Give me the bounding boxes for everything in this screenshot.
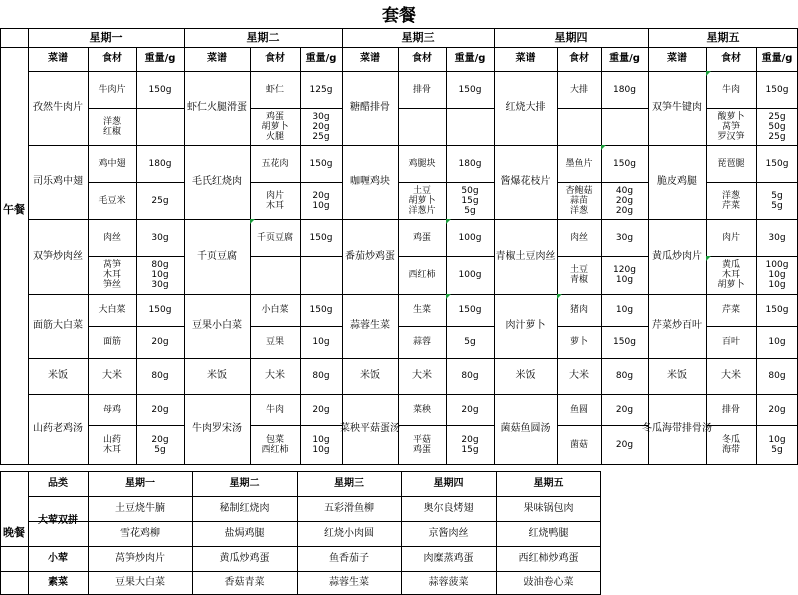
ingredient-column-header: 食材 [265, 53, 285, 64]
dish-column-header: 菜谱 [667, 53, 687, 64]
dish-column-header: 菜谱 [207, 53, 227, 64]
category-small-meat: 小荤 [48, 552, 68, 564]
soup-ingredient-weight: 20g [151, 404, 169, 415]
ingredient-name: 百叶 [721, 337, 741, 347]
ingredient-name: 蒜蓉 [412, 337, 432, 347]
day-column-border [494, 28, 495, 464]
ingredient-name: 鸡腿块 [408, 158, 436, 169]
ingredient-weight: 120g [613, 265, 636, 275]
ingredient-name: 杏鲍菇 [565, 185, 593, 196]
ingredient-weight: 125g [309, 84, 333, 95]
ingredient-weight: 150g [765, 158, 789, 169]
ingredient-name: 洋葱 [102, 116, 122, 127]
soup-name: 冬瓜海带排骨汤 [642, 423, 712, 434]
dish-name: 双笋炒肉丝 [33, 250, 83, 262]
weight-column-header: 重量/g [454, 53, 486, 64]
dish-name: 糖醋排骨 [350, 102, 390, 113]
rice-name: 米饭 [667, 370, 687, 381]
soup-ingredient-name: 平菇 [412, 434, 432, 445]
ingredient-column-header: 食材 [102, 53, 122, 64]
ingredient-weight: 150g [148, 305, 172, 315]
rice-weight: 80g [151, 371, 169, 381]
ingredient-name: 木耳 [721, 270, 741, 280]
rice-name: 米饭 [207, 370, 227, 381]
ingredient-name: 芹菜 [721, 305, 741, 315]
soup-ingredient-name: 鸡蛋 [412, 444, 432, 455]
day-header-border [0, 47, 798, 48]
soup-ingredient-weight: 15g [461, 444, 479, 455]
ingredient-name: 虾仁 [265, 84, 285, 95]
ingredient-name: 生菜 [412, 305, 432, 315]
row-border [28, 294, 798, 295]
soup-ingredient-weight: 10g [312, 444, 330, 455]
weight-column-header: 重量/g [305, 53, 337, 64]
ingredient-split [250, 256, 342, 257]
ingredient-split [706, 425, 798, 426]
ingredient-split [706, 182, 798, 183]
ingredient-split [706, 326, 798, 327]
ingredient-name: 火腿 [265, 131, 285, 142]
ingredient-name: 大白菜 [98, 305, 126, 315]
dinner-column-border [496, 471, 497, 595]
soup-ingredient-name: 山药 [102, 434, 122, 445]
ingredient-name: 面筋 [102, 337, 122, 347]
ingredient-column-header: 食材 [721, 53, 741, 64]
ingredient-name: 墨鱼片 [565, 158, 593, 169]
ingredient-split [557, 326, 648, 327]
soup-name: 菜秧平菇蛋汤 [340, 423, 400, 434]
dinner-row-border [0, 546, 601, 547]
soup-ingredient-weight: 10g [312, 434, 330, 445]
soup-ingredient-name: 菌菇 [569, 439, 589, 450]
soup-ingredient-weight: 20g [768, 404, 786, 415]
ingredient-split [398, 182, 494, 183]
ingredient-weight: 150g [309, 232, 333, 243]
ingredient-weight: 20g [615, 205, 634, 216]
ingredient-weight: 25g [768, 111, 786, 122]
ingredient-weight: 180g [148, 158, 172, 169]
day-header: 星期三 [401, 30, 435, 44]
ingredient-weight: 180g [458, 158, 482, 169]
soup-ingredient-name: 木耳 [102, 444, 122, 455]
category-big-meat: 大荤双拼 [38, 515, 78, 526]
rice-ingredient: 大米 [265, 370, 285, 381]
dinner-item: 鱼香茄子 [329, 552, 369, 564]
ingredient-weight: 25g [312, 131, 330, 142]
cell-comment-marker [706, 256, 711, 261]
dinner-item: 莴笋炒肉片 [115, 552, 165, 564]
soup-ingredient-weight: 20g [615, 439, 634, 450]
weight-column-header: 重量/g [144, 53, 176, 64]
dish-name: 豆果小白菜 [192, 320, 242, 331]
rice-ingredient: 大米 [569, 370, 589, 381]
ingredient-name: 鸡蛋 [265, 111, 285, 122]
ingredient-weight: 150g [765, 84, 789, 95]
ingredient-name: 木耳 [102, 270, 122, 280]
ingredient-split [250, 326, 342, 327]
ingredient-split [398, 108, 494, 109]
soup-ingredient-weight: 10g [768, 434, 786, 445]
dish-name: 虾仁火腿滑蛋 [187, 102, 247, 113]
ingredient-weight: 150g [458, 305, 482, 315]
rice-weight: 80g [312, 371, 330, 381]
ingredient-weight: 10g [768, 337, 786, 347]
ingredient-split [706, 256, 798, 257]
dinner-column-border [28, 471, 29, 595]
ingredient-name: 洋葱 [721, 190, 741, 201]
dinner-item: 西红柿炒鸡蛋 [518, 552, 579, 564]
ingredient-weight: 20g [151, 337, 169, 347]
rice-name: 米饭 [515, 370, 536, 381]
dinner-day-header: 星期三 [334, 477, 364, 489]
ingredient-split [88, 326, 184, 327]
ingredient-name: 鸡蛋 [412, 232, 432, 243]
ingredient-split [557, 425, 648, 426]
dish-name: 黄瓜炒肉片 [652, 250, 702, 262]
dinner-item: 豉油卷心菜 [523, 577, 574, 588]
soup-ingredient-name: 母鸡 [102, 404, 122, 415]
rice-weight: 80g [461, 371, 479, 381]
day-column-border [184, 28, 185, 464]
ingredient-name: 萝卜 [569, 337, 589, 347]
ingredient-weight: 180g [613, 84, 636, 95]
dish-name: 蒜蓉生菜 [350, 320, 390, 331]
ingredient-name: 西红柿 [408, 270, 436, 280]
cell-comment-marker [557, 294, 562, 299]
soup-ingredient-weight: 20g [312, 404, 330, 415]
ingredient-name: 小白菜 [261, 305, 289, 315]
dinner-item: 果味锅包肉 [523, 502, 574, 514]
dinner-column-border [600, 471, 601, 595]
table-top-border [0, 28, 798, 29]
soup-name: 牛肉罗宋汤 [192, 423, 242, 434]
lunch-bottom-border [0, 464, 798, 465]
dish-name: 红烧大排 [505, 102, 546, 113]
soup-ingredient-name: 排骨 [721, 404, 741, 415]
ingredient-name: 蒜苗 [569, 195, 589, 206]
dinner-item: 蒜蓉生菜 [329, 577, 369, 588]
ingredient-weight: 100g [765, 260, 789, 270]
dish-name: 芹菜炒百叶 [652, 320, 702, 331]
dinner-left-border [0, 471, 1, 595]
soup-ingredient-weight: 20g [461, 404, 479, 415]
ingredient-weight: 10g [312, 337, 330, 347]
ingredient-name: 洋葱片 [408, 205, 436, 216]
dish-name: 千页豆腐 [197, 250, 237, 262]
ingredient-weight: 100g [458, 270, 482, 280]
dish-name: 咖喱鸡块 [350, 176, 390, 187]
ingredient-split [250, 182, 342, 183]
soup-ingredient-name: 西红柿 [261, 444, 289, 455]
soup-ingredient-weight: 5g [154, 444, 166, 455]
category-veg: 素菜 [48, 577, 68, 588]
ingredient-name: 木耳 [265, 200, 285, 211]
ingredient-weight: 10g [615, 275, 634, 285]
ingredient-weight: 20g [312, 121, 330, 132]
ingredient-name: 莴笋 [102, 260, 122, 270]
dish-name: 酱爆花枝片 [500, 176, 551, 187]
ingredient-weight: 5g [464, 205, 476, 216]
label-column-border [28, 28, 29, 464]
ingredient-split [88, 256, 184, 257]
soup-name: 菌菇鱼圆汤 [500, 423, 551, 434]
ingredient-split [706, 108, 798, 109]
ingredient-name: 莴笋 [721, 121, 741, 132]
ingredient-name: 牛肉 [721, 84, 741, 95]
ingredient-split [557, 108, 648, 109]
ingredient-weight: 150g [765, 305, 789, 315]
cell-comment-marker [446, 294, 451, 299]
ingredient-name: 胡萝卜 [261, 121, 289, 132]
ingredient-weight: 20g [615, 195, 634, 206]
weight-column-header: 重量/g [761, 53, 793, 64]
ingredient-split [250, 108, 342, 109]
ingredient-name: 土豆 [569, 265, 589, 275]
soup-ingredient-weight: 20g [461, 434, 479, 445]
ingredient-name: 豆果 [265, 337, 285, 347]
dish-column-header: 菜谱 [360, 53, 380, 64]
day-header: 星期一 [89, 30, 123, 44]
ingredient-split [557, 182, 648, 183]
soup-ingredient-name: 菜秧 [412, 404, 432, 415]
dinner-row-border [28, 521, 601, 522]
dish-name: 番茄炒鸡蛋 [345, 250, 395, 262]
ingredient-split [88, 425, 184, 426]
dish-name: 面筋大白菜 [33, 320, 83, 331]
ingredient-name: 牛肉片 [98, 84, 126, 95]
lunch-label: 午餐 [3, 203, 25, 216]
day-column-border [342, 28, 343, 464]
dish-name: 毛氏红烧肉 [192, 176, 242, 187]
soup-ingredient-name: 海带 [721, 444, 741, 455]
left-border [0, 28, 1, 464]
ingredient-weight: 10g [151, 270, 169, 280]
cell-comment-marker [706, 71, 711, 76]
dinner-day-header: 星期五 [533, 477, 564, 489]
soup-ingredient-weight: 20g [151, 434, 169, 445]
category-header: 品类 [48, 477, 68, 489]
ingredient-weight: 10g [768, 280, 786, 290]
ingredient-name: 琵琶腿 [717, 158, 745, 169]
ingredient-weight: 150g [458, 84, 482, 95]
ingredient-weight: 20g [312, 190, 330, 201]
ingredient-weight: 30g [312, 111, 330, 122]
soup-ingredient-name: 牛肉 [265, 404, 285, 415]
row-border [28, 358, 798, 359]
ingredient-split [250, 425, 342, 426]
ingredient-weight: 150g [309, 305, 333, 315]
rice-name: 米饭 [48, 370, 68, 381]
ingredient-weight: 5g [771, 190, 783, 201]
page-title: 套餐 [382, 6, 416, 26]
ingredient-column-header: 食材 [569, 53, 589, 64]
ingredient-name: 肉丝 [569, 232, 589, 243]
ingredient-name: 土豆 [412, 185, 432, 196]
ingredient-split [398, 326, 494, 327]
column-header-border [28, 71, 798, 72]
day-header: 星期二 [246, 30, 280, 44]
ingredient-weight: 80g [151, 260, 169, 270]
ingredient-name: 五花肉 [261, 158, 289, 169]
dish-column-header: 菜谱 [515, 53, 536, 64]
ingredient-name: 黄瓜 [721, 260, 741, 270]
ingredient-weight: 5g [464, 337, 476, 347]
dinner-item: 盐焗鸡腿 [224, 527, 265, 539]
ingredient-split [398, 256, 494, 257]
ingredient-name: 酸萝卜 [717, 111, 745, 122]
dish-name: 司乐鸡中翅 [33, 176, 83, 187]
dinner-item: 黄瓜炒鸡蛋 [219, 552, 270, 564]
dinner-item: 香菇青菜 [224, 577, 265, 588]
cell-comment-marker [446, 219, 451, 224]
weight-column-header: 重量/g [609, 53, 640, 64]
rice-weight: 80g [615, 371, 634, 381]
ingredient-name: 猪肉 [569, 305, 589, 315]
cell-comment-marker [250, 219, 255, 224]
ingredient-name: 肉片 [265, 190, 285, 201]
ingredient-weight: 15g [461, 195, 479, 206]
dish-name: 双笋牛键肉 [652, 102, 702, 113]
ingredient-name: 大排 [569, 84, 589, 95]
ingredient-weight: 30g [151, 280, 169, 290]
dinner-row-border [0, 571, 601, 572]
ingredient-weight: 40g [615, 185, 634, 196]
dinner-column-border [192, 471, 193, 595]
rice-ingredient: 大米 [412, 370, 432, 381]
ingredient-weight: 150g [309, 158, 333, 169]
ingredient-name: 胡萝卜 [717, 280, 745, 290]
ingredient-name: 罗汉笋 [717, 131, 745, 142]
ingredient-weight: 150g [613, 158, 636, 169]
ingredient-weight: 30g [151, 232, 169, 243]
day-header: 星期五 [706, 30, 740, 44]
dish-name: 孜然牛肉片 [33, 102, 83, 113]
ingredient-split [88, 182, 184, 183]
dinner-item: 奥尔良烤翅 [423, 502, 474, 514]
dinner-top-border [0, 471, 601, 472]
dinner-item: 红烧鸭腿 [528, 527, 569, 539]
soup-ingredient-name: 冬瓜 [721, 434, 741, 445]
rice-ingredient: 大米 [102, 370, 122, 381]
ingredient-split [88, 108, 184, 109]
dinner-item: 肉糜蒸鸡蛋 [423, 552, 474, 564]
ingredient-weight: 100g [458, 232, 482, 243]
ingredient-name: 肉丝 [102, 232, 122, 243]
dish-column-header: 菜谱 [48, 53, 68, 64]
dish-name: 青椒土豆肉丝 [495, 250, 556, 262]
ingredient-weight: 30g [615, 232, 634, 243]
dinner-column-border [88, 471, 89, 595]
ingredient-name: 毛豆米 [98, 195, 126, 206]
ingredient-weight: 150g [148, 84, 172, 95]
dinner-column-border [401, 471, 402, 595]
dinner-item: 豆果大白菜 [115, 577, 165, 588]
day-column-border [648, 28, 649, 464]
dish-name: 肉汁萝卜 [505, 320, 546, 331]
dinner-day-header: 星期四 [433, 477, 464, 489]
soup-ingredient-name: 包菜 [265, 434, 285, 445]
dinner-item: 蒜蓉菠菜 [428, 577, 469, 588]
soup-ingredient-weight: 20g [615, 404, 634, 415]
dinner-item: 秘制红烧肉 [219, 502, 270, 514]
ingredient-name: 洋葱 [569, 205, 589, 216]
ingredient-name: 笋丝 [102, 280, 122, 290]
ingredient-name: 红椒 [102, 126, 122, 137]
dinner-item: 雪花鸡柳 [120, 527, 160, 539]
ingredient-name: 排骨 [412, 84, 432, 95]
dinner-column-border [297, 471, 298, 595]
row-border [28, 219, 798, 220]
ingredient-weight: 150g [613, 337, 636, 347]
ingredient-weight: 25g [768, 131, 786, 142]
ingredient-name: 青椒 [569, 275, 589, 285]
ingredient-name: 千页豆腐 [256, 232, 294, 243]
soup-name: 山药老鸡汤 [33, 423, 83, 434]
ingredient-split [398, 425, 494, 426]
rice-ingredient: 大米 [721, 370, 741, 381]
day-header: 星期四 [554, 30, 588, 44]
ingredient-name: 鸡中翅 [98, 158, 126, 169]
dinner-item: 土豆烧牛腩 [115, 502, 165, 514]
dinner-day-header: 星期二 [229, 477, 260, 489]
ingredient-weight: 10g [312, 200, 330, 211]
ingredient-name: 肉片 [721, 232, 741, 243]
dinner-header-border [28, 496, 601, 497]
dinner-item: 五彩滑鱼柳 [324, 502, 374, 514]
cell-comment-marker [601, 145, 606, 150]
rice-name: 米饭 [360, 370, 380, 381]
soup-ingredient-name: 鱼圆 [569, 404, 589, 415]
ingredient-weight: 10g [768, 270, 786, 280]
ingredient-name: 芹菜 [721, 200, 741, 211]
dish-name: 脆皮鸡腿 [657, 176, 697, 187]
ingredient-weight: 50g [768, 121, 786, 132]
dinner-item: 京酱肉丝 [428, 527, 469, 539]
dinner-day-header: 星期一 [125, 477, 155, 489]
row-border [28, 394, 798, 395]
dinner-item: 红烧小肉圆 [324, 527, 374, 539]
row-border [28, 145, 798, 146]
rice-weight: 80g [768, 371, 786, 381]
ingredient-split [557, 256, 648, 257]
ingredient-column-header: 食材 [412, 53, 432, 64]
ingredient-weight: 10g [615, 305, 634, 315]
ingredient-weight: 5g [771, 200, 783, 211]
ingredient-weight: 25g [151, 195, 169, 206]
soup-ingredient-weight: 5g [771, 444, 783, 455]
ingredient-weight: 30g [768, 232, 786, 243]
dinner-label: 晚餐 [3, 526, 25, 539]
ingredient-weight: 50g [461, 185, 479, 196]
ingredient-name: 胡萝卜 [408, 195, 436, 206]
